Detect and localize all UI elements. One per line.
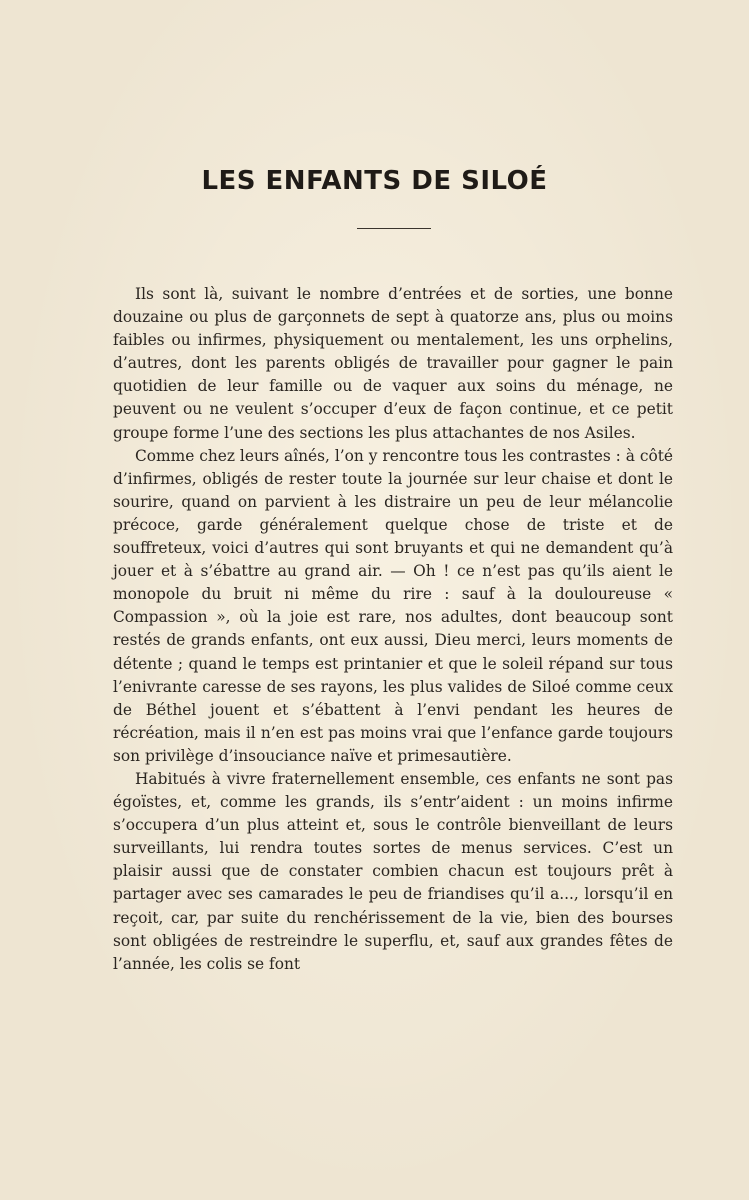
title-divider <box>357 228 431 229</box>
paragraph-2: Comme chez leurs aînés, l’on y rencontre tous les contrastes : à côté d’infirmes, obligés de rester toute la journée sur leur chaise et dont le sourire, quand on parvient à les distraire un peu de leur mélancolie précoce, garde généralement quelque chose de triste et de souffreteux, voici d’autres qui sont bruyants et qui ne demandent qu’à jouer et à s’ébattre au grand air. — Oh ! ce n’est pas qu’ils aient le monopole du bruit ni même du rire : sauf à la douloureuse « Compassion », où la joie est rare, nos adultes, dont beaucoup sont restés de grands enfants, ont eux aussi, Dieu merci, leurs moments de détente ; quand le temps est printanier et que le soleil répand sur tous l’enivrante caresse de ses rayons, les plus valides de Siloé comme ceux de Béthel jouent et s’ébattent à l’envi pendant les heures de récréation, mais il n’en est pas moins vrai que l’enfance garde toujours son privilège d’insouciance naïve et primesautière. <box>113 446 673 765</box>
chapter-body <box>113 283 673 976</box>
paragraph-1: Ils sont là, suivant le nombre d’entrées et de sorties, une bonne douzaine ou plus de garçonnets de sept à quatorze ans, plus ou moins faibles ou infirmes, physiquement ou mentalement, les uns orphelins, d’autres, dont les parents obligés de travailler pour gagner le pain quotidien de leur famille ou de vaquer aux soins du ménage, ne peuvent ou ne veulent s’occuper d’eux de façon continue, et ce petit groupe forme l’une des sections les plus attachantes de nos Asiles. <box>113 285 673 442</box>
paragraph-3: Habitués à vivre fraternellement ensemble, ces enfants ne sont pas égoïstes, et, comme les grands, ils s’entr’aident : un moins infirme s’occupera d’un plus atteint et, sous le contrôle bienveillant de leurs surveillants, lui rendra toutes sortes de menus services. C’est un plaisir aussi que de constater combien chacun est toujours prêt à partager avec ses camarades le peu de friandises qu’il a..., lorsqu’il en reçoit, car, par suite du renchérissement de la vie, bien des bourses sont obligées de restreindre le superflu, et, sauf aux grandes fêtes de l’année, les colis se font <box>113 769 673 973</box>
chapter-title: LES ENFANTS DE SILOÉ <box>201 166 548 196</box>
